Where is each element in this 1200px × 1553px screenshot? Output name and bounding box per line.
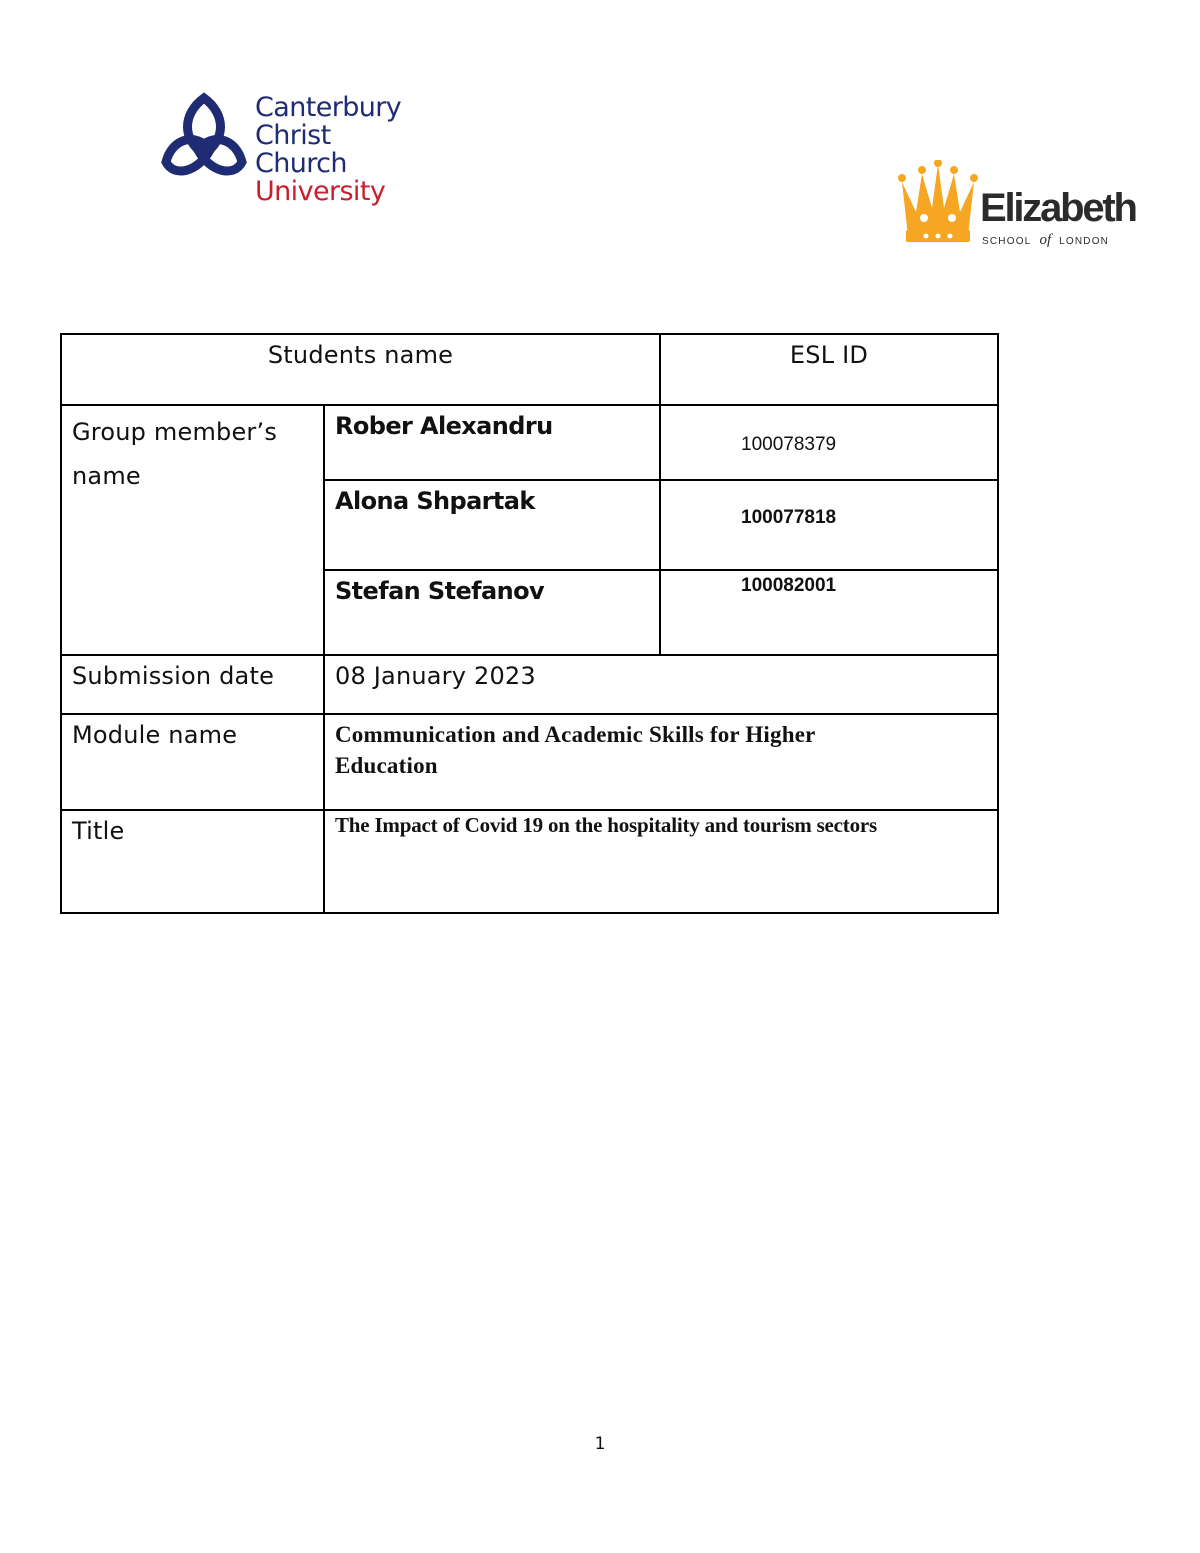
crown-icon — [896, 160, 980, 246]
cccu-logo-line2: Christ Church — [255, 120, 347, 179]
submission-date-value: 08 January 2023 — [324, 655, 998, 714]
table-row — [61, 714, 998, 810]
elizabeth-school-logo — [896, 160, 1136, 250]
students-name-header: Students name — [61, 334, 660, 405]
module-name-line2: Education — [335, 753, 438, 778]
title-label: Title — [61, 810, 324, 913]
table-row — [61, 810, 998, 913]
esl-logo-school: SCHOOL — [982, 236, 1032, 247]
page-number: 1 — [594, 1434, 606, 1454]
cccu-logo-line3: University — [255, 176, 386, 207]
canterbury-christ-church-logo — [158, 88, 428, 207]
table-row — [61, 655, 998, 714]
module-name-value — [324, 714, 998, 810]
cover-info-table — [60, 333, 999, 914]
module-name-label: Module name — [61, 714, 324, 810]
cccu-logo-line1: Canterbury — [255, 92, 402, 123]
submission-date-label: Submission date — [61, 655, 324, 714]
table-header-row — [61, 334, 998, 405]
esl-logo-london: LONDON — [1059, 236, 1110, 247]
member-id: 100078379 — [660, 405, 998, 480]
member-name: Rober Alexandru — [324, 405, 660, 480]
group-member-label: Group member’s name — [61, 405, 324, 655]
title-value: The Impact of Covid 19 on the hospitality and tourism sectors — [324, 810, 998, 913]
table-row — [61, 405, 998, 480]
member-name: Stefan Stefanov — [324, 570, 660, 655]
member-name: Alona Shpartak — [324, 480, 660, 570]
esl-id-header: ESL ID — [660, 334, 998, 405]
esl-logo-subtitle — [982, 232, 1109, 249]
module-name-line1: Communication and Academic Skills for Higher — [335, 722, 816, 747]
member-id: 100082001 — [660, 570, 998, 655]
esl-logo-of: of — [1039, 232, 1052, 248]
trinity-knot-icon — [158, 92, 250, 184]
member-id: 100077818 — [660, 480, 998, 570]
esl-logo-name: Elizabeth — [980, 186, 1136, 230]
